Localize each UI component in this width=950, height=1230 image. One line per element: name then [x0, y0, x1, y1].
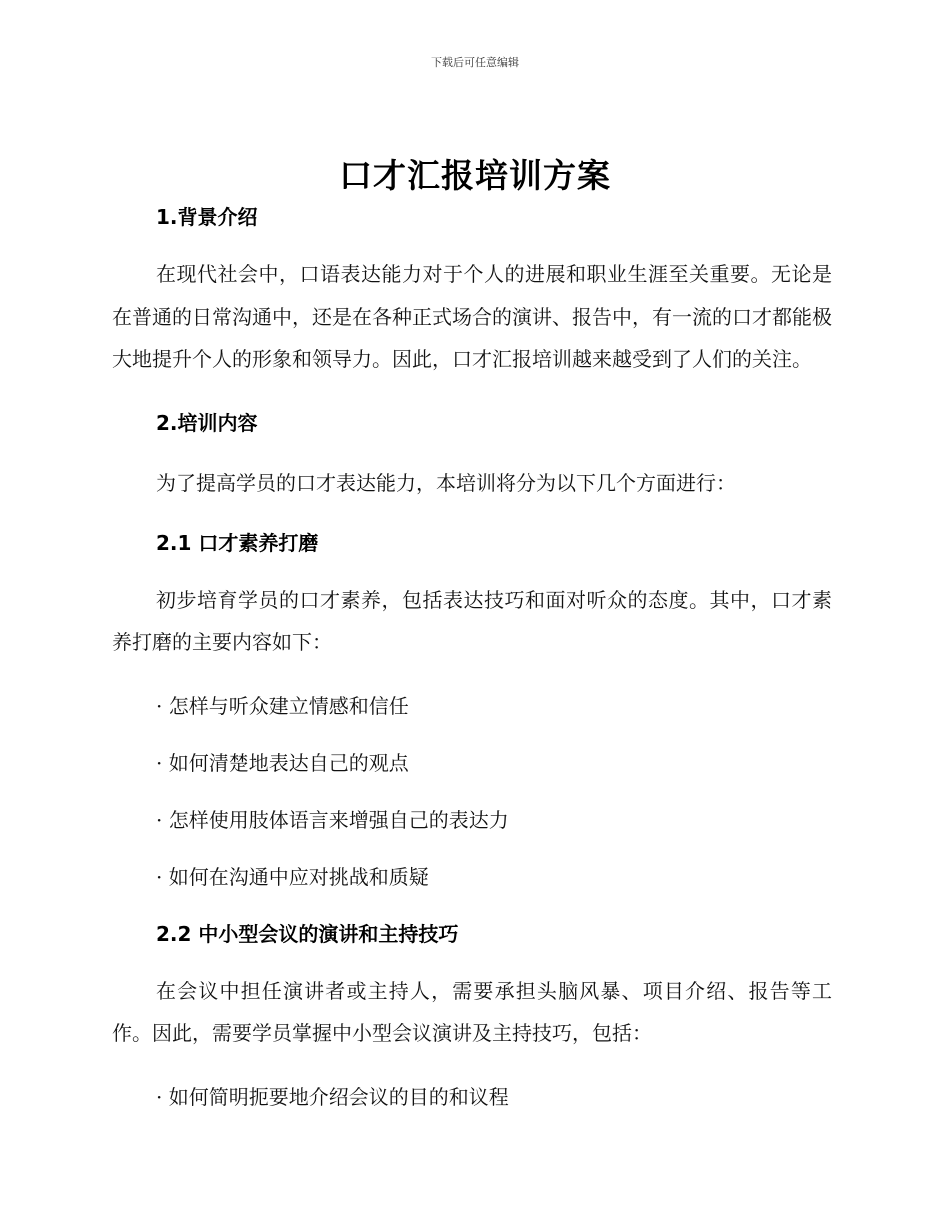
- list-item: · 怎样与听众建立情感和信任: [156, 693, 409, 718]
- document-title: 口才汇报培训方案: [339, 156, 611, 195]
- list-item: · 如何在沟通中应对挑战和质疑: [156, 864, 429, 889]
- section-heading-background: 1.背景介绍: [156, 205, 258, 229]
- paragraph-background: 在现代社会中，口语表达能力对于个人的进展和职业生涯至关重要。无论是在普通的日常沟通中，还是在各种正式场合的演讲、报告中，有一流的口才都能极大地提升个人的形象和领导力。因此，口才汇报培训越来越受到了人们的关注。: [112, 262, 832, 371]
- list-item: · 怎样使用肢体语言来增强自己的表达力: [156, 807, 509, 832]
- header-note: 下载后可任意编辑: [431, 56, 519, 69]
- section-heading-content: 2.培训内容: [156, 410, 258, 435]
- paragraph-meeting: 在会议中担任演讲者或主持人，需要承担头脑风暴、项目介绍、报告等工作。因此，需要学员掌握中小型会议演讲及主持技巧，包括：: [112, 978, 832, 1045]
- paragraph-eloquence: 初步培育学员的口才素养，包括表达技巧和面对听众的态度。其中，口才素养打磨的主要内容如下：: [112, 587, 832, 654]
- list-item: · 如何清楚地表达自己的观点: [156, 750, 409, 775]
- document-body: [112, 202, 832, 1112]
- paragraph-content-intro: 为了提高学员的口才表达能力，本培训将分为以下几个方面进行：: [156, 470, 736, 495]
- subsection-heading-meeting: 2.2 中小型会议的演讲和主持技巧: [156, 921, 459, 946]
- subsection-heading-eloquence: 2.1 口才素养打磨: [156, 530, 319, 555]
- list-item: · 如何简明扼要地介绍会议的目的和议程: [156, 1084, 509, 1109]
